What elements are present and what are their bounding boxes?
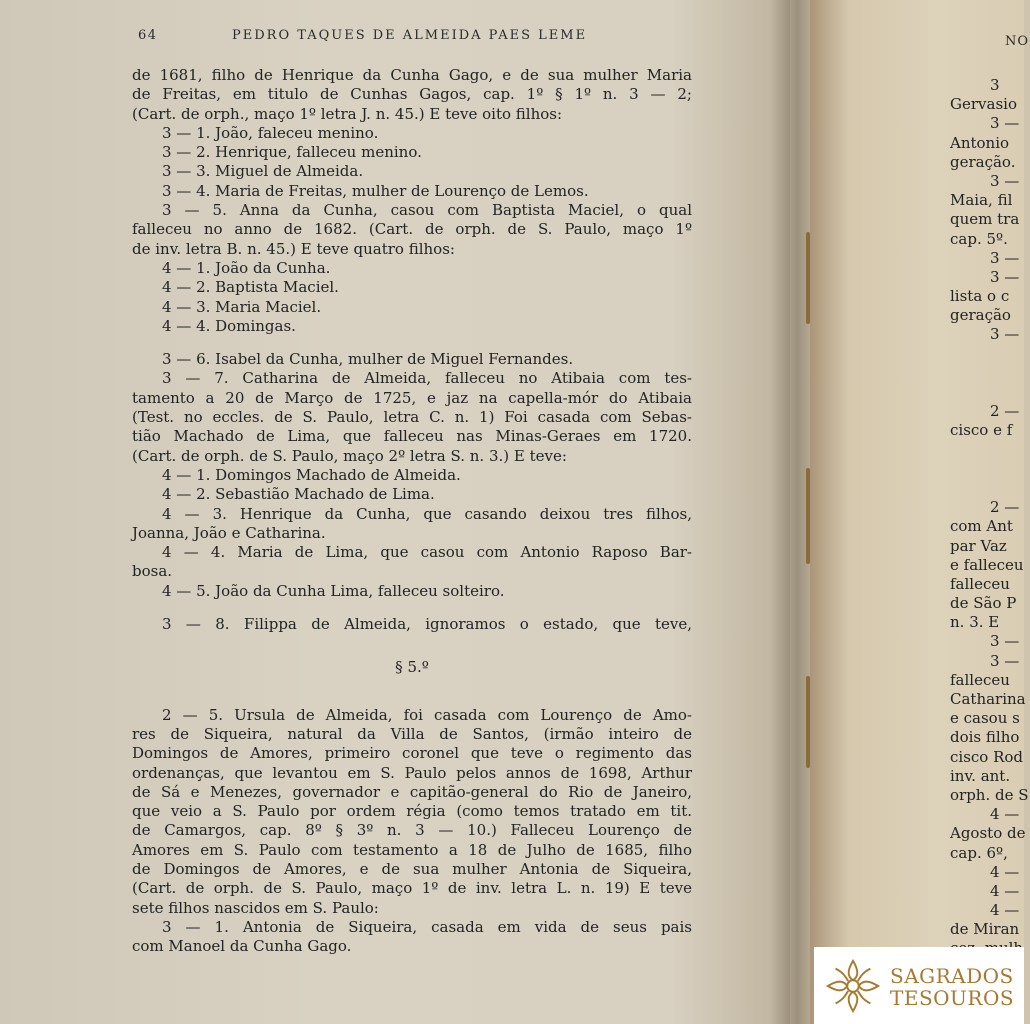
text-line: falleceu no anno de 1682. (Cart. de orph. de S. Paulo, maço 1º (132, 220, 692, 239)
text-line: de Sá e Menezes, governador e capitão-general do Rio de Janeiro, (132, 782, 692, 801)
text-line: Domingos de Amores, primeiro coronel que teve o regimento das (132, 744, 692, 763)
text-line: Amores em S. Paulo com testamento a 18 de Julho de 1685, filho (132, 840, 692, 859)
text-line: de 1681, filho de Henrique da Cunha Gago, e de sua mulher Maria (132, 66, 692, 84)
text-line: 4 — 3. Henrique da Cunha, que casando deixou tres filhos, (162, 504, 692, 523)
text-line: 3 — 4. Maria de Freitas, mulher de Lourenço de Lemos. (162, 181, 589, 200)
right-text-line: Antonio (950, 133, 1010, 152)
text-line: 4 — 4. Domingas. (162, 316, 296, 335)
right-text-line: Catharina (950, 690, 1026, 708)
right-text-line: Gervasio (950, 95, 1017, 114)
right-text-line: n. 3. E (950, 613, 1000, 632)
text-line: (Cart. de orph. de S. Paulo, maço 1º de inv. letra L. n. 19) E teve (132, 879, 692, 898)
section-heading: § 5.º (395, 658, 429, 677)
text-line: 3 — 1. Antonia de Siqueira, casada em vida de seus pais (162, 917, 692, 936)
left-page-text (132, 66, 692, 956)
right-text-line: orph. de S (950, 785, 1029, 804)
right-text-line: 3 — (990, 114, 1020, 133)
text-line: 3 — 6. Isabel da Cunha, mulher de Miguel Fernandes. (162, 350, 574, 369)
right-page-text (950, 76, 1030, 959)
binding-thread (806, 676, 810, 768)
right-text-line: geração. (950, 152, 1016, 171)
right-running-header: NO (1005, 34, 1030, 49)
right-text-line (950, 364, 1030, 383)
right-text-line: de São P (950, 594, 1017, 613)
right-text-line: 4 — (990, 805, 1020, 824)
right-text-line: cisco e f (950, 421, 1013, 440)
right-text-line (950, 460, 1030, 479)
right-text-line: de Miran (950, 920, 1020, 939)
right-text-line: 3 — (990, 171, 1020, 190)
right-text-line: 4 — (990, 881, 1020, 900)
text-line: 4 — 4. Maria de Lima, que casou com Antonio Raposo Bar- (162, 543, 692, 562)
right-text-line: 4 — (990, 901, 1020, 920)
text-line: tamento a 20 de Março de 1725, e jaz na capella-mór do Atibaia (132, 388, 692, 407)
text-line: ordenanças, que levantou em S. Paulo pelos annos de 1698, Arthur (132, 763, 692, 782)
running-title: PEDRO TAQUES DE ALMEIDA PAES LEME (232, 28, 588, 43)
right-text-line: 3 — (990, 267, 1020, 286)
text-line: 3 — 3. Miguel de Almeida. (162, 162, 364, 181)
right-text-line: 3 — (990, 632, 1020, 651)
right-text-line (950, 479, 1030, 498)
right-text-line: 4 — (990, 862, 1020, 881)
text-line: 4 — 2. Sebastião Machado de Lima. (162, 485, 435, 504)
text-line: com Manoel da Cunha Gago. (132, 937, 352, 956)
right-text-line: 3 — (990, 248, 1020, 267)
right-text-line (950, 383, 1030, 402)
text-line: 3 — 7. Catharina de Almeida, falleceu no Atibaia com tes- (162, 369, 692, 388)
text-line: que veio a S. Paulo por ordem régia (como temos tratado em tit. (132, 802, 692, 821)
page-number: 64 (138, 28, 158, 43)
text-line: 2 — 5. Ursula de Almeida, foi casada com Lourenço de Amo- (162, 705, 692, 724)
binding-thread (806, 232, 810, 324)
right-text-line: inv. ant. (950, 766, 1011, 785)
right-text-line: lista o c (950, 287, 1010, 306)
right-text-line: 3 — (990, 325, 1020, 344)
right-text-line: 2 — (990, 402, 1020, 421)
text-line: sete filhos nascidos em S. Paulo: (132, 898, 379, 917)
text-line: de inv. letra B. n. 45.) E teve quatro filhos: (132, 239, 455, 258)
watermark-logo (814, 947, 1024, 1024)
running-header (138, 28, 608, 48)
right-text-line: dois filho (950, 728, 1020, 747)
watermark-line-1: SAGRADOS (890, 964, 1014, 988)
text-line: 4 — 5. João da Cunha Lima, falleceu solteiro. (162, 581, 505, 600)
right-text-line (950, 345, 1030, 364)
text-line: de Camargos, cap. 8º § 3º n. 3 — 10.) Falleceu Lourenço de (132, 821, 692, 840)
ornament-icon (824, 957, 882, 1015)
text-line: Joanna, João e Catharina. (132, 523, 326, 542)
right-text-line: e falleceu (950, 555, 1024, 574)
binding-thread (806, 468, 810, 564)
right-text-line: falleceu (950, 670, 1010, 689)
text-line: 4 — 1. Domingos Machado de Almeida. (162, 465, 461, 484)
text-line: (Test. no eccles. de S. Paulo, letra C. n. 1) Foi casada com Sebas- (132, 408, 692, 427)
right-text-line: cap. 6º, (950, 843, 1008, 862)
text-line: 4 — 3. Maria Maciel. (162, 297, 322, 316)
text-line: 4 — 2. Baptista Maciel. (162, 278, 339, 297)
text-line: 3 — 1. João, faleceu menino. (162, 123, 379, 142)
right-text-line: Maia, fil (950, 191, 1013, 210)
text-line: (Cart. de orph. de S. Paulo, maço 2º letra S. n. 3.) E teve: (132, 446, 567, 465)
right-text-line: 2 — (990, 498, 1020, 517)
text-line: 4 — 1. João da Cunha. (162, 258, 331, 277)
right-text-line: falleceu (950, 574, 1010, 593)
text-line: bosa. (132, 562, 173, 581)
text-line: res de Siqueira, natural da Villa de Santos, (irmão inteiro de (132, 724, 692, 743)
text-line: 3 — 5. Anna da Cunha, casou com Baptista Maciel, o qual (162, 201, 692, 220)
text-line: tião Machado de Lima, que falleceu nas Minas-Geraes em 1720. (132, 427, 692, 446)
watermark-line-2: TESOUROS (890, 986, 1015, 1010)
right-text-line: com Ant (950, 517, 1013, 536)
right-text-line: cap. 5º. (950, 229, 1008, 248)
paragraph-gap (132, 601, 692, 615)
text-line: de Domingos de Amores, e de sua mulher Antonia de Siqueira, (132, 859, 692, 878)
paragraph-gap (132, 336, 692, 350)
right-text-line: geração (950, 306, 1011, 325)
right-text-line (950, 441, 1030, 460)
right-text-line: 3 (990, 76, 1000, 94)
text-line: 3 — 2. Henrique, falleceu menino. (162, 143, 422, 162)
right-text-line: par Vaz (950, 536, 1007, 555)
right-text-line: e casou s (950, 709, 1020, 728)
right-text-line: Agosto de (950, 824, 1026, 843)
right-text-line: cisco Rod (950, 747, 1024, 766)
text-line: de Freitas, em titulo de Cunhas Gagos, cap. 1º § 1º n. 3 — 2; (132, 85, 692, 104)
right-text-line: 3 — (990, 651, 1020, 670)
right-text-line: quem tra (950, 210, 1020, 229)
text-line: 3 — 8. Filippa de Almeida, ignoramos o estado, que teve, (162, 615, 692, 634)
text-line: (Cart. de orph., maço 1º letra J. n. 45.) E teve oito filhos: (132, 104, 563, 123)
